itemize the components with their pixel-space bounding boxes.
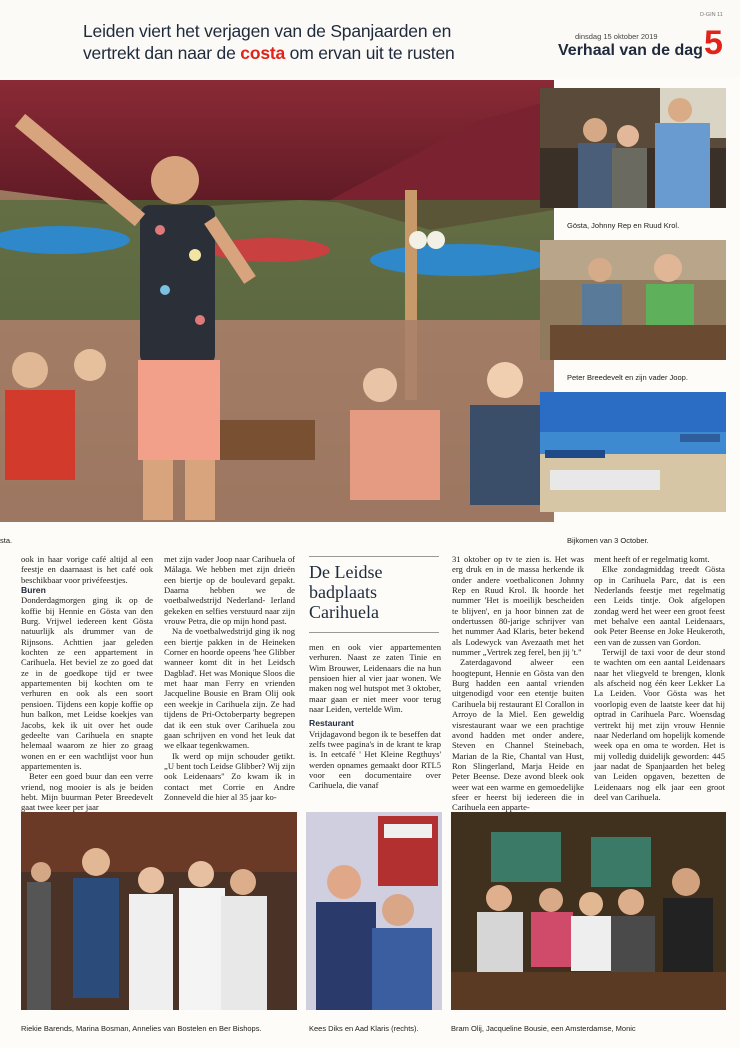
caption-photo-2: Gösta, Johnny Rep en Ruud Krol. — [567, 221, 680, 230]
article-column-4: 31 oktober op tv te zien is. Het was erg druk en in de massa herkende ik onder andere voetbaliconen Johnny Rep en Ruud Krol. Ik hoorde het nummer 'Het is moeilijk bescheiden te blijven', en ja hoor binnen zat de ondertussen 80-jarige schrijver van het nummer Aad Klaris, beter bekend als Lodewyck van Avezaath met het nummer „Vertrek zeg ferel, ben jij 't." Zaterdagavond alweer een hoogtepunt, Hennie en Gösta van den Burg hadden een aantal vrienden uitgenodigd voor een etentje buiten Carihuela bij restaurant El Corallon in Arroyo de la Miel. Een geweldig visrestaurant waar we een prachtige avond hadden met onder andere, Steven en Channel Steinebach, Marian de la Rie, Chantal van Hust, Ron Slingerland, Marja Heide en Peter Beense. Deze avond bleek ook weer wat een warme en gemoedelijke sfeer er heerst bij iedereen die in Carihuela een apparte- — [452, 554, 584, 813]
section-title: Verhaal van de dag — [558, 42, 703, 59]
subheading-restaurant: Restaurant — [309, 718, 354, 729]
caption-photo-6: Kees Diks en Aad Klaris (rechts). — [309, 1024, 419, 1033]
caption-photo-7: Bram Olij, Jacqueline Bousie, een Amsterdamse, Monic — [451, 1024, 636, 1033]
photo-beach — [540, 392, 726, 512]
photo-kees-and-aad — [306, 812, 442, 1010]
article-column-1: ook in haar vorige café altijd al een feestje en daarnaast is het café ook beschikbaar voor privéfeestjes. Buren Donderdagmorgen ging ik op de koffie bij Hennie en Gösta van den Burg. Vrijwel iedereen kent Gösta natuurlijk als drummer van de Rijnsons. Achttien jaar geleden kochten ze een appartement in Carihuela. Het beviel ze zo goed dat ze in de goedkope tijd er twee appartementen bij kochten om te verhuren en ook als een soort pensioen. Tijdens een kopje koffie op hun balkon, met Leidse koekjes van Jacobs, kek ik uit over het oude gedeelte van Carihuela en snapte helemaal waarom ze hier zo graag wonen en er een wachtlijst voor hun appartementen is. Beter een goed buur dan een verre vriend, nog mooier is als je beiden hebt. Mijn buurman Peter Breedevelt gaat twee keer per jaar — [21, 554, 153, 813]
issue-date: dinsdag 15 oktober 2019 — [575, 32, 658, 41]
main-photo-singer-crowd — [0, 80, 554, 522]
photo-peter-and-joop — [540, 240, 726, 360]
caption-left-fragment: sta. — [0, 536, 13, 545]
photo-four-women — [21, 812, 297, 1010]
article-column-5: ment heeft of er regelmatig komt. Elke zondagmiddag treedt Gösta op in Carihuela Parc, dat is een Nederlands feestje met regelmatig een Leids tintje. Ook afgelopen zondag werd het weer een groot feest met behalve een aantal Leidenaars, ook Peter Beense en Joke Heukeroth, een van de zussen van Gordon. Terwijl de taxi voor de deur stond te wachten om een aantal Leidenaars naar het vliegveld te brengen, klonk als afscheid nog één keer Lekker La La Leiden. Voor Gösta was het voorlopig even de laatste keer dat hij optrad in Carihuela Parc. Woensdag vertrekt hij met zijn vrouw Hennie naar Nederland om hopelijk komende week opa en oma te worden. Het is mij volledig duidelijk geworden: 445 jaar nadat de Spanjaarden het beleg van Leiden opgaven, bezetten de Leidenaars nog elk jaar een groot deel van Carihuela. — [594, 554, 725, 802]
caption-photo-5: Riekie Barends, Marina Bosman, Annelies van Bostelen en Ber Bishops. — [21, 1024, 262, 1033]
photo-gosta-rep-krol — [540, 88, 726, 208]
kicker-rule — [309, 556, 439, 557]
photo-bram-jacqueline-group — [451, 812, 726, 1010]
article-column-2: met zijn vader Joop naar Carihuela of Málaga. We hebben met zijn drieën een biertje op de boulevard gepakt. Daarna hebben we de voetbalwedstrijd Nederland- Ierland gekeken en selfies verstuurd naar zijn vrouw Petra, die op mijn hond past. Na de voetbalwedstrijd ging ik nog een biertje pakken in de Heineken Corner en hoorde opeens 'hee Glibber wanneer komt dit in het Leidsch Dagblad'. Het was Monique Sloos die met haar man Ferry en vrienden Jacqueline Bousie en Bram Olij ook een weekje in Carihuela zijn. Ze had tijdens de Pri-Octoberparty begrepen dat ik een stuk over Carihuela zou gaan schrijven en vond het leuk dat we elkaar tegenkwamen. Ik werd op mijn schouder getikt. „U bent toch Leidse Glibber? Wij zijn ook Leidenaars" Zo kwam ik in contact met Corrie en Andre Zonneveld die hier al 35 jaar ko- — [164, 554, 295, 802]
edition-code: D-GIN 11 — [700, 12, 723, 18]
article-column-3: men en ook vier appartementen verhuren. Naast ze zaten Tinie en Wim Brouwer, Leidenaars die na hun pensioen hier al vier jaar wonen. We maken nog wel hutspot met 3 oktober, maar gaan er niet meer voor terug naar Leiden, vertelde Wim. Restaurant Vrijdagavond begon ik te beseffen dat zelfs twee pagina's in de krant te krap is. In eetcafé ' Het Kleine Regthuys' werden opnames gemaakt door RTL5 voor een documentaire over Carihuela, die vanaf — [309, 642, 441, 791]
caption-photo-3: Peter Breedevelt en zijn vader Joop. — [567, 373, 688, 382]
kicker-rule-bottom — [309, 632, 439, 633]
pull-heading: De Leidse badplaats Carihuela — [309, 562, 383, 622]
page-number: 5 — [704, 24, 723, 62]
headline-accent: costa — [240, 43, 286, 63]
headline: Leiden viert het verjagen van de Spanjaarden en vertrekt dan naar de costa om ervan uit te rusten — [83, 21, 455, 63]
caption-photo-4: Bijkomen van 3 October. — [567, 536, 649, 545]
subheading-buren: Buren — [21, 585, 46, 596]
